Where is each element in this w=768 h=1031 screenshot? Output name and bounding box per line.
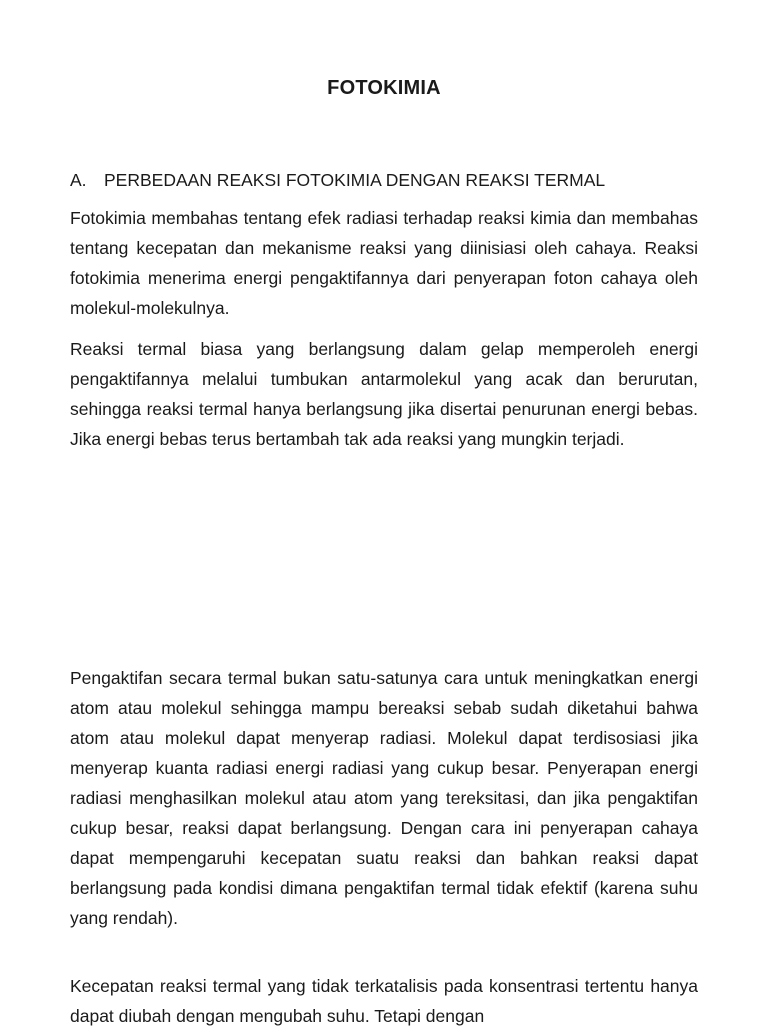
section-heading-text: PERBEDAAN REAKSI FOTOKIMIA DENGAN REAKSI TERMAL [104,170,606,190]
paragraph: Kecepatan reaksi termal yang tidak terkatalisis pada konsentrasi tertentu hanya dapat diubah dengan mengubah suhu. Tetapi dengan [70,976,698,1026]
paragraph: Fotokimia membahas tentang efek radiasi terhadap reaksi kimia dan membahas tentang kecepatan dan mekanisme reaksi yang diinisiasi oleh cahaya. Reaksi fotokimia menerima energi pengaktifannya dari penyerapan foton cahaya oleh molekul-molekulnya. [70,208,698,318]
paragraph: Pengaktifan secara termal bukan satu-satunya cara untuk meningkatkan energi atom atau molekul sehingga mampu bereaksi sebab sudah diketahui bahwa atom atau molekul dapat menyerap radiasi. Molekul dapat terdisosiasi jika menyerap kuanta radiasi energi radiasi yang cukup besar. Penyerapan energi radiasi menghasilkan molekul atau atom yang tereksitasi, dan jika pengaktifan cukup besar, reaksi dapat berlangsung. Dengan cara ini penyerapan cahaya dapat mempengaruhi kecepatan suatu reaksi dan bahkan reaksi dapat berlangsung pada kondisi dimana pengaktifan termal tidak efektif (karena suhu yang rendah). [70,668,698,928]
paragraph: Reaksi termal biasa yang berlangsung dalam gelap memperoleh energi pengaktifannya melalui tumbukan antarmolekul yang acak dan berurutan, sehingga reaksi termal hanya berlangsung jika disertai penurunan energi bebas. Jika energi bebas terus bertambah tak ada reaksi yang mungkin terjadi. [70,339,698,449]
section-heading [70,167,698,193]
document-title: FOTOKIMIA [327,77,441,99]
section-number: A. [70,170,87,190]
